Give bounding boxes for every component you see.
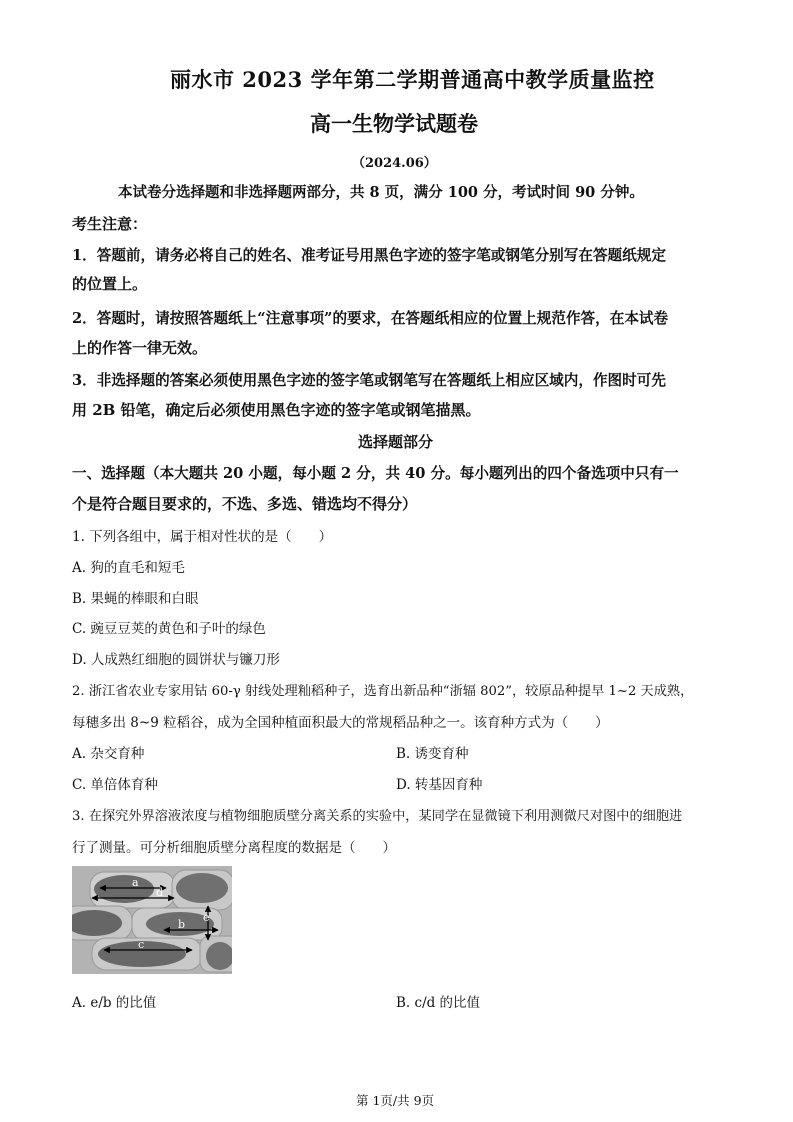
notice-item-2-line1: 2．答题时，请按照答题纸上“注意事项”的要求，在答题纸相应的位置上规范作答，在本试卷 [72, 310, 669, 327]
figure-label-a: a [132, 876, 139, 889]
cell-micrograph-svg [72, 866, 232, 974]
q2-option-b: B. 诱变育种 [396, 746, 469, 762]
q1-option-b: B. 果蝇的棒眼和白眼 [72, 591, 199, 607]
q1-stem: 1. 下列各组中，属于相对性状的是（ ） [72, 529, 333, 545]
q2-stem-line2: 每穗多出 8~9 粒稻谷，成为全国种植面积最大的常规稻品种之一。该育种方式为（ ） [72, 715, 609, 731]
notice-item-1-line2: 的位置上。 [72, 275, 148, 293]
q3-option-b: B. c/d 的比值 [396, 995, 481, 1011]
q1-option-d: D. 人成熟红细胞的圆饼状与镰刀形 [72, 652, 280, 668]
section-instruction-line1: 一、选择题（本大题共 20 小题，每小题 2 分，共 40 分。每小题列出的四个备选项中只有一 [72, 465, 679, 482]
figure-label-d: d [156, 886, 164, 899]
q2-option-c: C. 单倍体育种 [72, 777, 158, 793]
page-footer: 第 1页/共 9页 [356, 1093, 435, 1108]
q2-option-a: A. 杂交育种 [72, 746, 145, 762]
exam-date: （2024.06） [352, 156, 437, 171]
section-title: 选择题部分 [358, 433, 434, 451]
intro-text: 本试卷分选择题和非选择题两部分，共 8 页，满分 100 分，考试时间 90 分钟。 [118, 184, 644, 201]
q2-option-d: D. 转基因育种 [396, 777, 483, 793]
figure-label-e: e [203, 911, 210, 924]
q3-stem-line1: 3. 在探究外界溶液浓度与植物细胞质壁分离关系的实验中，某同学在显微镜下利用测微尺对图中的细胞进 [72, 809, 683, 824]
q2-stem-line1: 2. 浙江省农业专家用钴 60-γ 射线处理籼稻种子，选育出新品种“浙辐 802”，较原品种提早 1~2 天成熟， [72, 684, 694, 699]
q3-option-a: A. e/b 的比值 [72, 995, 157, 1011]
q1-option-c: C. 豌豆豆荚的黄色和子叶的绿色 [72, 621, 266, 637]
figure-label-c: c [138, 938, 145, 951]
section-instruction-line2: 个是符合题目要求的，不选、多选、错选均不得分） [72, 495, 418, 513]
exam-subtitle: 高一生物学试题卷 [310, 111, 478, 136]
exam-title: 丽水市 2023 学年第二学期普通高中教学质量监控 [170, 67, 655, 92]
q1-option-a: A. 狗的直毛和短毛 [72, 560, 185, 576]
notice-item-2-line2: 上的作答一律无效。 [72, 339, 208, 357]
figure-label-b: b [178, 918, 186, 931]
cell-micrograph-figure [72, 866, 232, 974]
q3-stem-line2: 行了测量。可分析细胞质壁分离程度的数据是（ ） [72, 840, 396, 856]
notice-item-1-line1: 1．答题前，请务必将自己的姓名、准考证号用黑色字迹的签字笔或钢笔分别写在答题纸规定 [72, 247, 666, 264]
notice-heading: 考生注意： [72, 215, 148, 233]
notice-item-3-line1: 3．非选择题的答案必须使用黑色字迹的签字笔或钢笔写在答题纸上相应区域内，作图时可先 [72, 372, 666, 389]
notice-item-3-line2: 用 2B 铅笔，确定后必须使用黑色字迹的签字笔或钢笔描黑。 [72, 401, 481, 419]
